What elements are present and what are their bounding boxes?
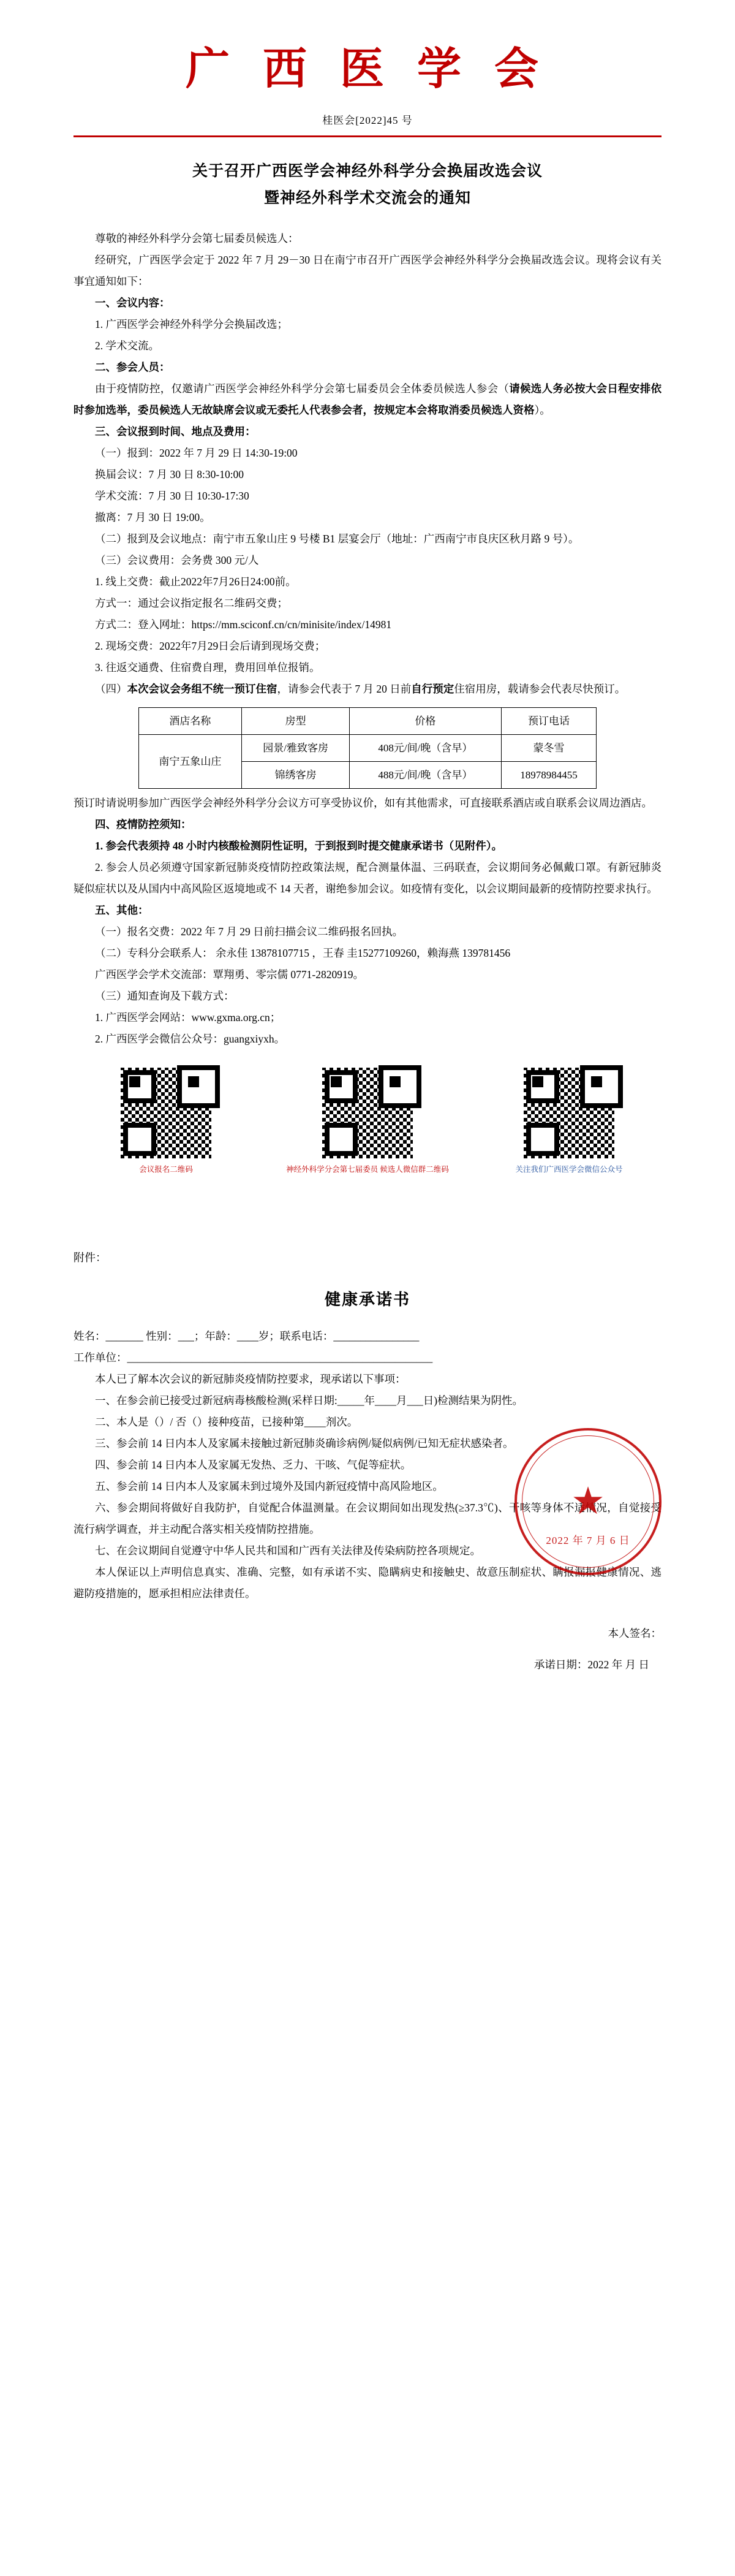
pledge-item-6: 六、参会期间将做好自我防护，自觉配合体温测量。在会议期间如出现发热(≥37.3℃)、干咳等身体不适情况，自觉接受流行病学调查，并主动配合落实相关疫情防控措施。 [74, 1502, 662, 1536]
qr-caption-registration: 会议报名二维码 [139, 1165, 193, 1174]
section-5-item-5: 1. 广西医学会网站：www.gxma.org.cn； [95, 1011, 281, 1024]
star-icon: ★ [571, 1481, 605, 1522]
title-line-1: 关于召开广西医学会神经外科学分会换届改选会议 [192, 163, 543, 180]
qr-item-registration[interactable] [80, 1067, 252, 1176]
pledge-item-5: 五、参会前 14 日内本人及家属未到过境外及国内新冠疫情中高风险地区。 [95, 1480, 443, 1493]
section-3-item-4 [74, 678, 662, 700]
room-type-cell: 锦绣客房 [242, 762, 350, 789]
section-3-item-1d: 撤离：7 月 30 日 19:00。 [95, 511, 211, 523]
pledge-field-line-2: 工作单位：_________________________________________________________ [74, 1351, 433, 1364]
section-4-item-1: 1. 参会代表须持 48 小时内核酸检测阴性证明，于到报到时提交健康承诺书（见附件）。 [95, 840, 502, 853]
section-5-item-3: 广西医学会学术交流部：覃翔勇、零宗儒 0771-2820919。 [95, 968, 364, 981]
hotel-price-table [138, 707, 597, 789]
section-5-heading: 五、其他： [95, 904, 149, 917]
s3-i4-mid: ，请参会代表于 7 月 20 日前 [277, 682, 412, 695]
section-5-item-4: （三）通知查询及下载方式： [95, 990, 235, 1003]
section-5-item-2: （二）专科分会联系人： 余永佳 13878107715 ，王春 圭15277109260，赖海燕 139781456 [95, 947, 511, 960]
section-3-heading: 三、会议报到时间、地点及费用： [95, 425, 256, 438]
section-3-item-1c: 学术交流：7 月 30 日 10:30-17:30 [95, 489, 249, 502]
section-3-item-3e: 3. 往返交通费、住宿费自理，费用回单位报销。 [95, 661, 320, 674]
s3-i4-end: 住宿用房，载请参会代表尽快预订。 [454, 682, 626, 695]
salutation: 尊敬的神经外科学分会第七届委员候选人： [95, 232, 299, 245]
section-1-item-1: 1. 广西医学会神经外科学分会换届改选； [95, 317, 288, 330]
hotel-booking-note: 预订时请说明参加广西医学会神经外科学分会议方可享受协议价，如有其他需求，可直接联系酒店或自联系会议周边酒店。 [74, 797, 652, 810]
section-3-item-1: （一）报到：2022 年 7 月 29 日 14:30-19:00 [95, 446, 298, 459]
s3-i4-pre: （四） [95, 682, 127, 695]
title-line-2: 暨神经外科学术交流会的通知 [263, 190, 471, 207]
section-2-paragraph [74, 378, 662, 421]
pledge-item-1: 一、在参会前已接受过新冠病毒核酸检测(采样日期:_____年____月___日)检测结果为阴性。 [95, 1394, 524, 1407]
section-3-item-3a: 1. 线上交费：截止2022年7月26日24:00前。 [95, 575, 296, 588]
pledge-title: 健康承诺书 [324, 1291, 410, 1309]
table-header-cell-3: 预订电话 [501, 707, 597, 734]
table-header-cell-2: 价格 [350, 707, 502, 734]
seal-date: 2022 年 7 月 6 日 [546, 1535, 630, 1546]
pledge-item-3: 三、参会前 14 日内本人及家属未接触过新冠肺炎确诊病例/疑似病例/已知无症状感染者。 [95, 1437, 514, 1450]
section-4-item-2: 2. 参会人员必须遵守国家新冠肺炎疫情防控政策法规，配合测量体温、三码联查，会议期间务必佩戴口罩。有新冠肺炎疑似症状以及从国内中高风险区返境地或不 14 天者，谢绝参加会议。如疫情有变化，以会议期间最新的疫情防控要求执行。 [74, 861, 662, 895]
s2-text-bold: 请候选人务必按大会日程安排依时参加选举，委员候选人无故缺席会议或无委托人代表参会者，按规定本会将取消委员候选人资格 [74, 382, 662, 416]
s3-i4-bold: 本次会议会务组不统一预订住宿 [127, 682, 277, 695]
table-header-cell-0: 酒店名称 [138, 707, 242, 734]
header-red-rule [74, 135, 662, 137]
section-4-heading: 四、疫情防控须知： [95, 818, 192, 831]
hotel-name-cell: 南宁五象山庄 [138, 735, 242, 789]
masthead-org-name: 广 西 医 学 会 [185, 45, 549, 94]
section-3-item-1b: 换届会议：7 月 30 日 8:30-10:00 [95, 468, 244, 481]
attachment-label: 附件： [74, 1252, 107, 1264]
page-title [74, 158, 662, 212]
pledge-tail: 本人保证以上声明信息真实、准确、完整，如有承诺不实、隐瞒病史和接触史、故意压制症状、瞒报漏报健康情况、逃避防疫措施的，愿承担相应法律责任。 [74, 1566, 662, 1600]
section-5-item-6: 2. 广西医学会微信公众号：guangxiyxh。 [95, 1033, 285, 1046]
table-header-row [138, 707, 597, 734]
qr-caption-wechat-group: 神经外科学分会第七届委员 候选人微信群二维码 [286, 1165, 449, 1174]
pledge-item-4: 四、参会前 14 日内本人及家属无发热、乏力、干咳、气促等症状。 [95, 1459, 412, 1472]
room-price-cell: 488元/间/晚（含早） [350, 762, 502, 789]
pledge-date-label: 承诺日期：2022 年 月 日 [533, 1658, 649, 1671]
room-price-cell: 408元/间/晚（含早） [350, 735, 502, 762]
pledge-lead: 本人已了解本次会议的新冠肺炎疫情防控要求，现承诺以下事项： [95, 1373, 406, 1386]
contact-person-cell: 蒙冬雪 [501, 735, 597, 762]
document-number: 桂医会[2022]45 号 [322, 115, 413, 127]
qr-code-row [74, 1067, 662, 1176]
official-red-seal [514, 1428, 662, 1575]
section-1-item-2: 2. 学术交流。 [95, 339, 159, 352]
qr-item-wechat-group[interactable] [281, 1067, 454, 1176]
qr-code-icon[interactable] [120, 1067, 212, 1159]
s2-text-a: 由于疫情防控，仅邀请广西医学会神经外科学分会第七届委员会全体委员候选人参会（ [95, 382, 510, 395]
section-3-item-3b: 方式一：通过会议指定报名二维码交费； [95, 596, 288, 609]
pledge-item-2: 二、本人是（）/ 否（）接种疫苗，已接种第____剂次。 [95, 1416, 358, 1429]
section-3-item-3: （三）会议费用：会务费 300 元/人 [95, 553, 259, 566]
table-header-cell-1: 房型 [242, 707, 350, 734]
pledge-signature-label: 本人签名： [608, 1627, 662, 1640]
section-3-item-3d: 2. 现场交费：2022年7月29日会后请到现场交费； [95, 639, 326, 652]
section-3-item-3c: 方式二：登入网址：https://mm.sciconf.cn/cn/minisite/index/14981 [95, 618, 392, 631]
room-type-cell: 园景/雅致客房 [242, 735, 350, 762]
qr-caption-official-account: 关注我们广西医学会微信公众号 [515, 1165, 623, 1174]
section-5-item-1: （一）报名交费：2022 年 7 月 29 日前扫描会议二维码报名回执。 [95, 925, 404, 938]
table-row [138, 735, 597, 762]
section-3-item-2: （二）报到及会议地点：南宁市五象山庄 9 号楼 B1 层宴会厅（地址：广西南宁市良庆区秋月路 9 号）。 [95, 532, 579, 545]
qr-item-official-account[interactable] [483, 1067, 655, 1176]
qr-code-icon[interactable] [523, 1067, 615, 1159]
s3-i4-bold2: 自行预定 [411, 682, 454, 695]
pledge-field-line-1: 姓名：_______ 性别：___；年龄：____岁；联系电话：________________ [74, 1330, 420, 1343]
contact-phone-cell: 18978984455 [501, 762, 597, 789]
notice-body [74, 228, 662, 1051]
intro-paragraph: 经研究，广西医学会定于 2022 年 7 月 29－30 日在南宁市召开广西医学会神经外科学分会换届改选会议。现将会议有关事宜通知如下： [74, 253, 662, 287]
s2-text-b: ）。 [534, 403, 551, 416]
pledge-item-7: 七、在会议期间自觉遵守中华人民共和国和广西有关法律及传染病防控各项规定。 [95, 1544, 481, 1557]
section-1-heading: 一、会议内容： [95, 296, 170, 309]
qr-code-icon[interactable] [322, 1067, 413, 1159]
section-2-heading: 二、参会人员： [95, 360, 170, 373]
